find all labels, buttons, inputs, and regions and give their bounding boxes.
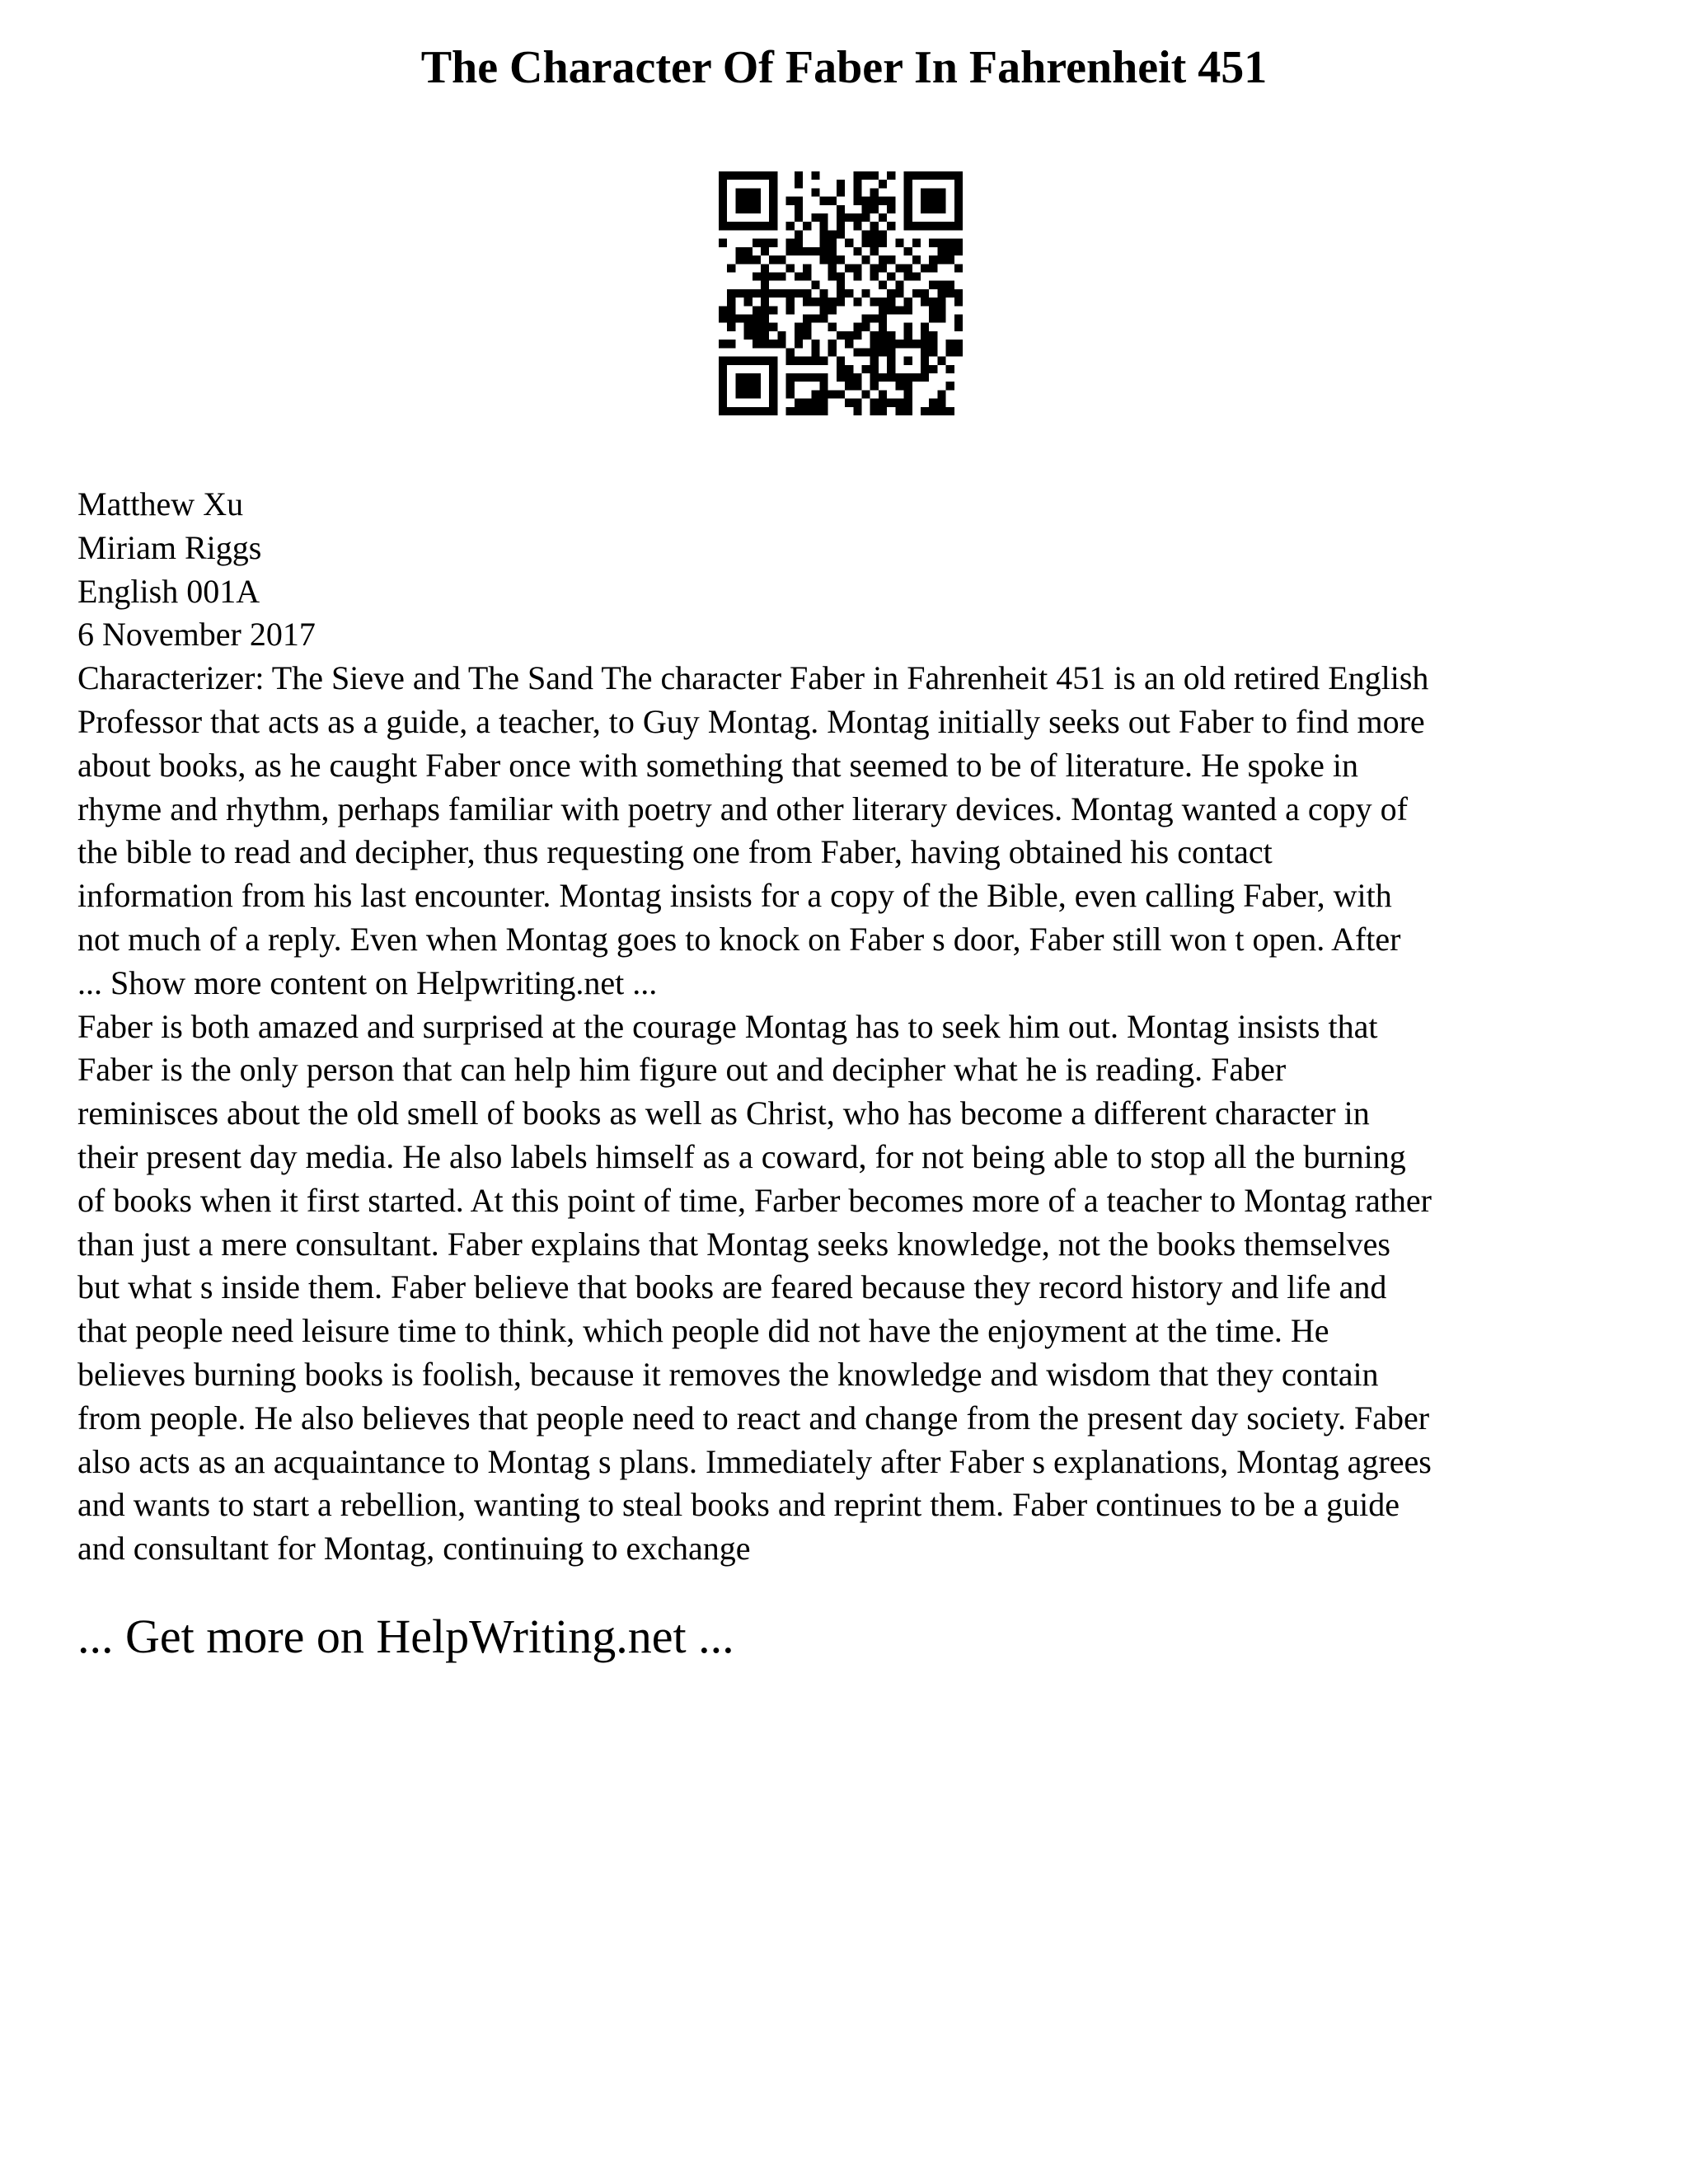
paragraph1-line: Characterizer: The Sieve and The Sand The character Faber in Fahrenheit 451 is an old retired English [77, 659, 1429, 697]
essay-body [77, 483, 1627, 1571]
get-more-link[interactable]: ... Get more on HelpWriting.net ... [77, 1610, 734, 1663]
qr-code-icon [719, 171, 963, 415]
paragraph2-line: from people. He also believes that people need to react and change from the present day society. Faber [77, 1399, 1430, 1436]
paragraph2-line: also acts as an acquaintance to Montag s plans. Immediately after Faber s explanations, Montag agrees [77, 1442, 1432, 1480]
paragraph1-line: information from his last encounter. Montag insists for a copy of the Bible, even calling Faber, with [77, 877, 1392, 915]
paragraph1-line: Professor that acts as a guide, a teacher, to Guy Montag. Montag initially seeks out Faber to find more [77, 702, 1425, 740]
paragraph2-line: that people need leisure time to think, which people did not have the enjoyment at the time. He [77, 1312, 1329, 1350]
paragraph2-line: their present day media. He also labels himself as a coward, for not being able to stop all the burning [77, 1137, 1406, 1175]
paragraph2-line: Faber is both amazed and surprised at the courage Montag has to seek him out. Montag insists that [77, 1007, 1378, 1045]
paragraph2-line: reminisces about the old smell of books as well as Christ, who has become a different character in [77, 1094, 1370, 1132]
course-name: English 001A [77, 572, 260, 610]
paragraph2-line: believes burning books is foolish, because it removes the knowledge and wisdom that they contain [77, 1355, 1379, 1393]
paragraph2-line: of books when it first started. At this point of time, Farber becomes more of a teacher to Montag rather [77, 1181, 1432, 1219]
paragraph2-line: and wants to start a rebellion, wanting to steal books and reprint them. Faber continues to be a guide [77, 1486, 1400, 1524]
author-name: Matthew Xu [77, 485, 244, 523]
paragraph1-line: rhyme and rhythm, perhaps familiar with poetry and other literary devices. Montag wanted a copy of [77, 790, 1408, 827]
paragraph2-line: but what s inside them. Faber believe that books are feared because they record history and life and [77, 1268, 1387, 1306]
paragraph2-line: and consultant for Montag, continuing to exchange [77, 1530, 751, 1568]
paragraph2-line: Faber is the only person that can help him figure out and decipher what he is reading. Faber [77, 1051, 1287, 1089]
paragraph1-line: not much of a reply. Even when Montag goes to knock on Faber s door, Faber still won t open. After [77, 920, 1401, 958]
essay-date: 6 November 2017 [77, 616, 316, 654]
instructor-name: Miriam Riggs [77, 528, 262, 566]
paragraph1-line: about books, as he caught Faber once with something that seemed to be of literature. He spoke in [77, 746, 1359, 784]
paragraph1-line: the bible to read and decipher, thus requesting one from Faber, having obtained his contact [77, 833, 1273, 871]
document-title: The Character Of Faber In Fahrenheit 451 [420, 42, 1268, 93]
paragraph2-line: than just a mere consultant. Faber explains that Montag seeks knowledge, not the books themselves [77, 1225, 1390, 1263]
show-more-link[interactable]: ... Show more content on Helpwriting.net ... [77, 963, 658, 1001]
